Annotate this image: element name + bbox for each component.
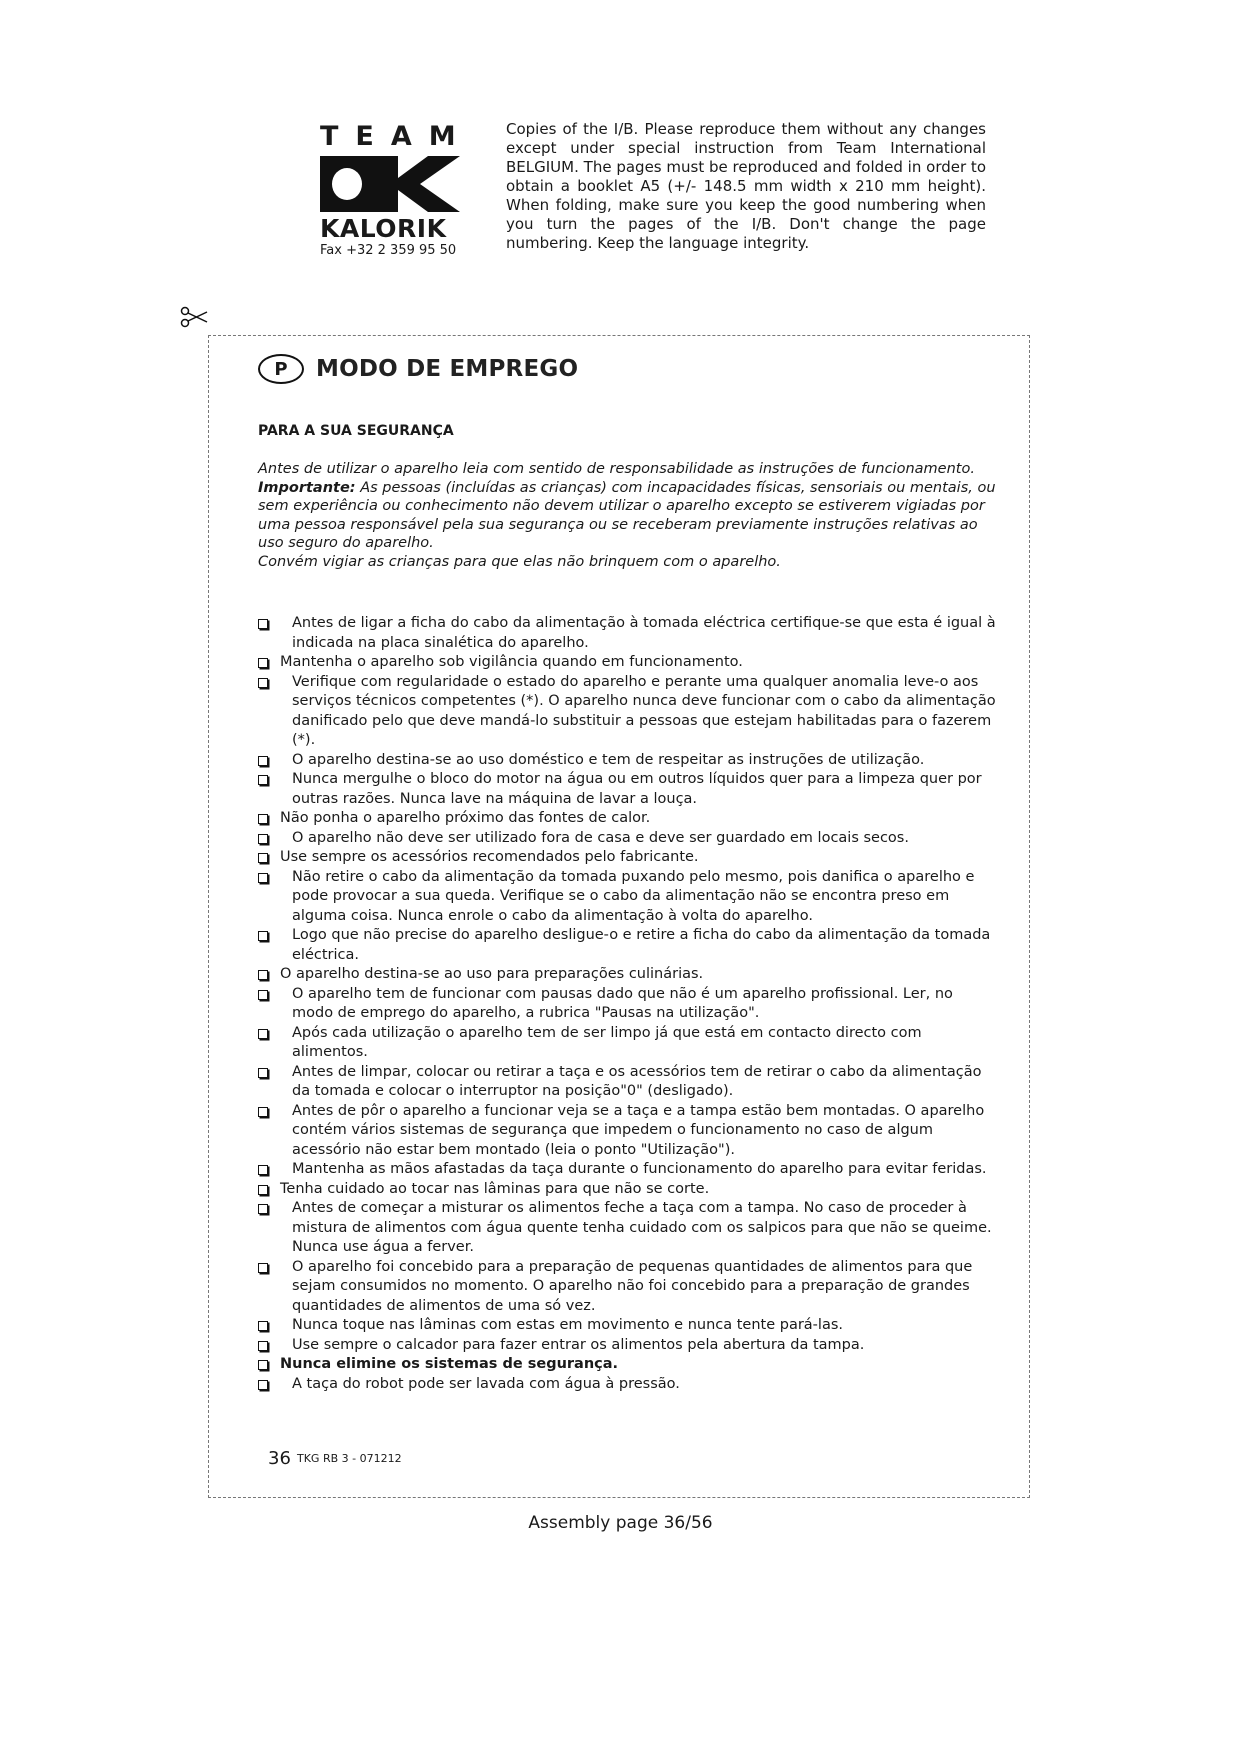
list-item: Use sempre o calcador para fazer entrar os alimentos pela abertura da tampa.: [258, 1336, 998, 1356]
list-item: Antes de começar a misturar os alimentos feche a taça com a tampa. No caso de proceder à mistura de alimentos com água quente tenha cuidado com os salpicos para que não se queime. Nunca use água a ferver.: [258, 1199, 998, 1258]
list-item: O aparelho tem de funcionar com pausas dado que não é um aparelho profissional. Ler, no modo de emprego do aparelho, a rubrica "Pausas na utilização".: [258, 985, 998, 1024]
safety-list: [258, 614, 998, 1394]
important-label: Importante:: [258, 479, 356, 496]
fax-number: Fax +32 2 359 95 50: [320, 243, 457, 258]
checkbox-bullet-icon: [258, 1263, 268, 1273]
list-item: Mantenha as mãos afastadas da taça durante o funcionamento do aparelho para evitar feridas.: [258, 1160, 998, 1180]
list-item: Antes de limpar, colocar ou retirar a taça e os acessórios tem de retirar o cabo da alimentação da tomada e colocar o interruptor na posição"0" (desligado).: [258, 1063, 998, 1102]
list-item: Após cada utilização o aparelho tem de ser limpo já que está em contacto directo com alimentos.: [258, 1024, 998, 1063]
list-item: Nunca toque nas lâminas com estas em movimento e nunca tente pará-las.: [258, 1316, 998, 1336]
checkbox-bullet-icon: [258, 1360, 268, 1370]
list-item: O aparelho destina-se ao uso doméstico e tem de respeitar as instruções de utilização.: [258, 751, 998, 771]
assembly-page-label: Assembly page 36/56: [528, 1513, 713, 1533]
checkbox-bullet-icon: [258, 1068, 268, 1078]
page-title: MODO DE EMPREGO: [316, 356, 579, 382]
page-number: 36: [268, 1448, 291, 1469]
checkbox-bullet-icon: [258, 970, 268, 980]
checkbox-bullet-icon: [258, 1185, 268, 1195]
list-item: Nunca mergulhe o bloco do motor na água ou em outros líquidos quer para a limpeza quer por outras razões. Nunca lave na máquina de lavar a louça.: [258, 770, 998, 809]
document-code: TKG RB 3 - 071212: [297, 1452, 402, 1465]
logo-team-text: TEAM: [320, 121, 473, 152]
list-item: Logo que não precise do aparelho desligue-o e retire a ficha do cabo da alimentação da tomada eléctrica.: [258, 926, 998, 965]
checkbox-bullet-icon: [258, 990, 268, 1000]
intro-paragraph: Antes de utilizar o aparelho leia com sentido de responsabilidade as instruções de funcionamento.: [258, 461, 975, 477]
list-item: Mantenha o aparelho sob vigilância quando em funcionamento.: [258, 653, 998, 673]
checkbox-bullet-icon: [258, 678, 268, 688]
list-item: Use sempre os acessórios recomendados pelo fabricante.: [258, 848, 998, 868]
checkbox-bullet-icon: [258, 1107, 268, 1117]
checkbox-bullet-icon: [258, 658, 268, 668]
list-item: Verifique com regularidade o estado do aparelho e perante uma qualquer anomalia leve-o aos serviços técnicos competentes (*). O aparelho nunca deve funcionar com o cabo da alimentação danificado pelo que deve mandá-lo substituir a pessoas que estejam habilitadas para o fazerem (*).: [258, 673, 998, 751]
checkbox-bullet-icon: [258, 873, 268, 883]
list-item: O aparelho não deve ser utilizado fora de casa e deve ser guardado em locais secos.: [258, 829, 998, 849]
checkbox-bullet-icon: [258, 814, 268, 824]
checkbox-bullet-icon: [258, 775, 268, 785]
list-item: Não ponha o aparelho próximo das fontes de calor.: [258, 809, 998, 829]
team-kalorik-logo: [320, 121, 473, 259]
intro-block: [258, 460, 998, 571]
list-item: Tenha cuidado ao tocar nas lâminas para que não se corte.: [258, 1180, 998, 1200]
logo-brand-text: KALORIK: [320, 214, 447, 243]
list-item: Antes de pôr o aparelho a funcionar veja se a taça e a tampa estão bem montadas. O aparelho contém vários sistemas de segurança que impedem o funcionamento no caso de algum acessório não estar bem montado (leia o ponto "Utilização").: [258, 1102, 998, 1161]
checkbox-bullet-icon: [258, 756, 268, 766]
list-item: Antes de ligar a ficha do cabo da alimentação à tomada eléctrica certifique-se que esta é igual à indicada na placa sinalética do aparelho.: [258, 614, 998, 653]
list-item: O aparelho foi concebido para a preparação de pequenas quantidades de alimentos para que sejam consumidos no momento. O aparelho não foi concebido para a preparação de grandes quantidades de alimentos de uma só vez.: [258, 1258, 998, 1317]
checkbox-bullet-icon: [258, 1165, 268, 1175]
checkbox-bullet-icon: [258, 1204, 268, 1214]
list-item: Não retire o cabo da alimentação da tomada puxando pelo mesmo, pois danifica o aparelho e pode provocar a sua queda. Verifique se o cabo da alimentação não se encontra preso em alguma coisa. Nunca enrole o cabo da alimentação à volta do aparelho.: [258, 868, 998, 927]
list-item: A taça do robot pode ser lavada com água à pressão.: [258, 1375, 998, 1395]
language-badge: P: [258, 354, 304, 384]
section-heading: PARA A SUA SEGURANÇA: [258, 423, 454, 439]
supervision-paragraph: Convém vigiar as crianças para que elas não brinquem com o aparelho.: [258, 553, 781, 570]
important-text: As pessoas (incluídas as crianças) com incapacidades físicas, sensoriais ou mentais, ou sem experiência ou conhecimento não devem utilizar o aparelho excepto se estiverem vigiadas por uma pessoa responsável pela sua segurança ou se receberam previamente instruções relativas ao uso seguro do aparelho.: [258, 479, 996, 551]
manual-title: [258, 354, 578, 384]
list-item: O aparelho destina-se ao uso para preparações culinárias.: [258, 965, 998, 985]
checkbox-bullet-icon: [258, 1029, 268, 1039]
checkbox-bullet-icon: [258, 1380, 268, 1390]
important-paragraph: [258, 479, 998, 553]
checkbox-bullet-icon: [258, 1321, 268, 1331]
checkbox-bullet-icon: [258, 1341, 268, 1351]
reproduction-instructions: Copies of the I/B. Please reproduce them without any changes except under special instruction from Team International BELGIUM. The pages must be reproduced and folded in order to obtain a booklet A5 (+/- 148.5 mm width x 210 mm height). When folding, make sure you keep the good numbering when you turn the pages of the I/B. Don't change the page numbering. Keep the language integrity.: [506, 120, 986, 252]
kalorik-k-mark-icon: [320, 156, 460, 212]
list-item: Nunca elimine os sistemas de segurança.: [258, 1355, 998, 1375]
checkbox-bullet-icon: [258, 619, 268, 629]
scissors-icon: [180, 306, 208, 328]
checkbox-bullet-icon: [258, 853, 268, 863]
checkbox-bullet-icon: [258, 834, 268, 844]
checkbox-bullet-icon: [258, 931, 268, 941]
